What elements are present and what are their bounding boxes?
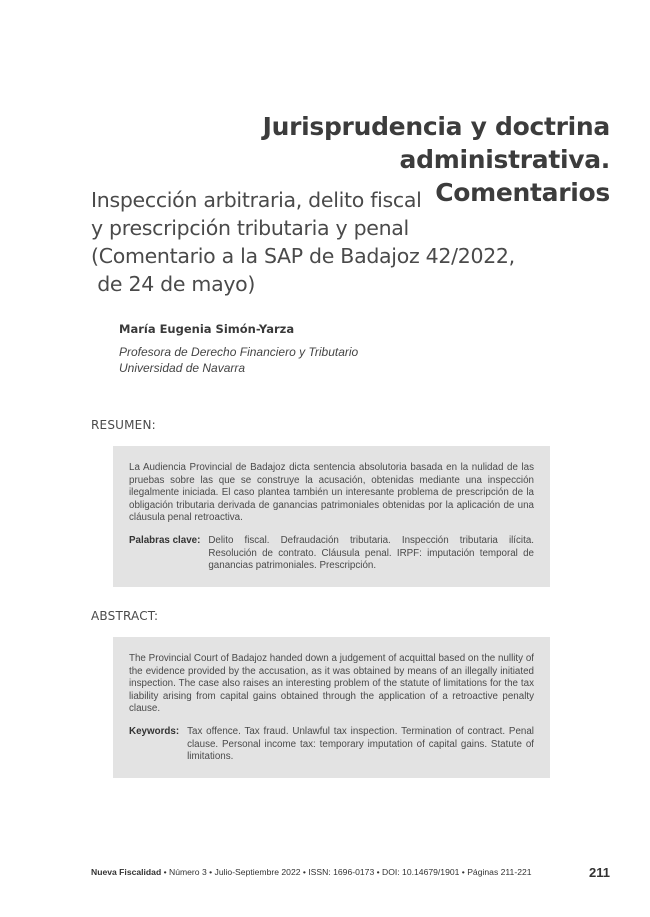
abstract-heading: ABSTRACT: [91, 609, 159, 623]
resumen-heading: RESUMEN: [91, 418, 156, 432]
resumen-keywords [129, 535, 534, 573]
abstract-keywords [129, 726, 534, 764]
abstract-keywords-text: Tax offence. Tax fraud. Unlawful tax inspection. Termination of contract. Penal clause. Personal income tax: temporary imputation of capital gains. Statute of limitations. [187, 725, 534, 763]
author-institution: Universidad de Navarra [119, 361, 246, 375]
author-name: María Eugenia Simón-Yarza [119, 322, 295, 336]
article-title [91, 186, 591, 298]
resumen-keywords-label: Palabras clave: [129, 534, 201, 546]
article-title-line1: Inspección arbitraria, delito fiscal [91, 188, 422, 212]
abstract-text: The Provincial Court of Badajoz handed down a judgement of acquittal based on the nullity of the evidence provided by the accusation, as it was obtained by means of an illegally initiated inspection. The case also raises an interesting problem of the statute of limitations for the tax liability arising from capital gains obtained through the application of a retroactive penalty clause. [129, 653, 534, 715]
page-footer [91, 862, 610, 882]
footer-journal: Nueva Fiscalidad [91, 867, 162, 877]
footer-citation [91, 867, 532, 877]
section-heading-line2: Comentarios [435, 178, 610, 207]
article-title-line2: y prescripción tributaria y penal [91, 216, 409, 240]
article-title-line3: (Comentario a la SAP de Badajoz 42/2022, [91, 244, 515, 268]
abstract-box [113, 637, 550, 778]
page-number: 211 [589, 864, 610, 880]
author-position: Profesora de Derecho Financiero y Tributario [119, 345, 359, 359]
footer-details: • Número 3 • Julio-Septiembre 2022 • ISSN: 1696-0173 • DOI: 10.14679/1901 • Páginas 211-221 [161, 867, 532, 877]
section-heading-line1: Jurisprudencia y doctrina administrativa. [262, 112, 610, 174]
resumen-keywords-text: Delito fiscal. Defraudación tributaria. Inspección tributaria ilícita. Resolución de contrato. Cláusula penal. IRPF: imputación temporal de ganancias patrimoniales. Prescripción. [208, 534, 534, 572]
author-block [119, 322, 358, 376]
resumen-box [113, 446, 550, 587]
abstract-keywords-label: Keywords: [129, 725, 180, 737]
article-title-line4: de 24 de mayo) [91, 272, 256, 296]
resumen-text: La Audiencia Provincial de Badajoz dicta sentencia absolutoria basada en la nulidad de las pruebas sobre las que se construye la acusación, obtenidas mediante una inspección ilegalmente iniciada. El caso plantea también un interesante problema de prescripción de la obligación tributaria derivada de ganancias patrimoniales obtenidas por la aplicación de una cláusula penal retroactiva. [129, 462, 534, 524]
